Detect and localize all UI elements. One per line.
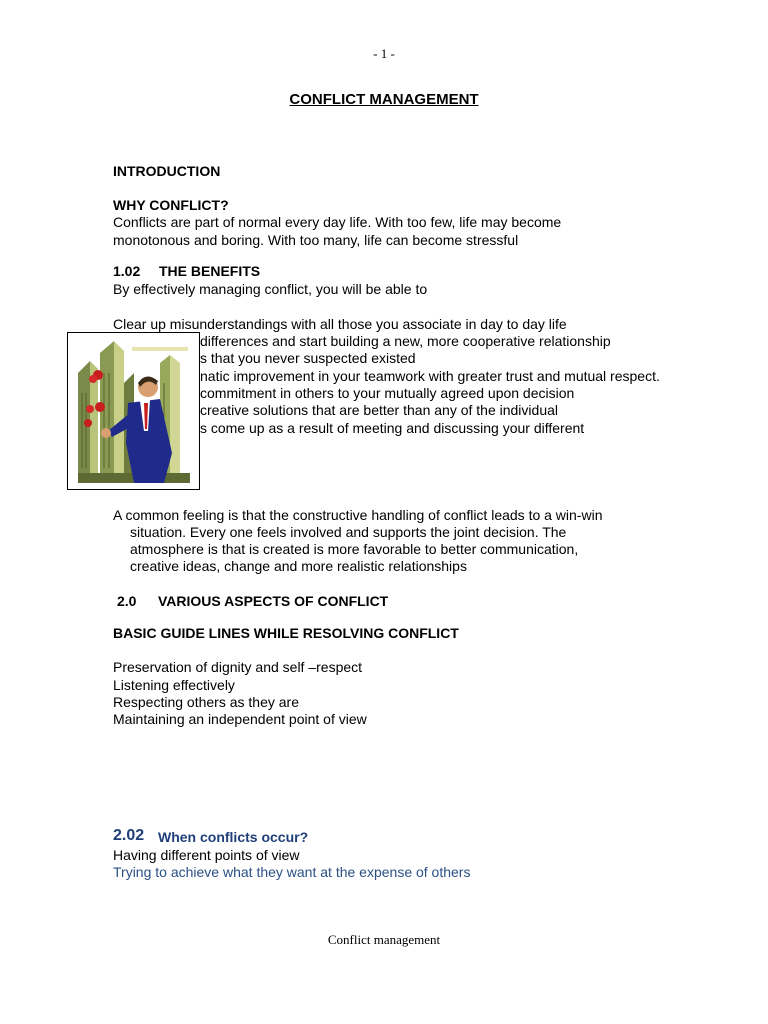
why-conflict-heading: WHY CONFLICT?: [113, 197, 229, 213]
aspects-number: 2.0: [117, 593, 137, 609]
when-number: 2.02: [113, 827, 145, 844]
benefit-line: natic improvement in your teamwork with greater trust and mutual respect.: [200, 368, 660, 384]
guideline-item: Listening effectively: [113, 677, 235, 693]
benefit-line: differences and start building a new, more cooperative relationship: [200, 333, 611, 349]
when-line-link: Trying to achieve what they want at the expense of others: [113, 864, 471, 880]
why-conflict-line: monotonous and boring. With too many, life can become stressful: [113, 232, 519, 248]
common-feeling-line: situation. Every one feels involved and supports the joint decision. The: [130, 524, 567, 540]
guidelines-heading: BASIC GUIDE LINES WHILE RESOLVING CONFLICT: [113, 625, 459, 641]
benefit-line: commitment in others to your mutually agreed upon decision: [200, 385, 575, 401]
guideline-item: Preservation of dignity and self –respect: [113, 659, 363, 675]
benefits-heading: THE BENEFITS: [159, 263, 261, 279]
common-feeling-line: creative ideas, change and more realistic relationships: [130, 558, 467, 574]
aspects-heading: VARIOUS ASPECTS OF CONFLICT: [158, 593, 389, 609]
when-heading: When conflicts occur?: [158, 829, 309, 845]
document-title: CONFLICT MANAGEMENT: [289, 91, 479, 108]
introduction-heading: INTRODUCTION: [113, 163, 221, 179]
businessman-juggling-image: [67, 332, 200, 490]
benefits-intro: By effectively managing conflict, you will be able to: [113, 281, 428, 297]
why-conflict-line: Conflicts are part of normal every day life. With too few, life may become: [113, 214, 562, 230]
businessman-juggling-icon: [68, 333, 199, 489]
common-feeling-line: A common feeling is that the constructive handling of conflict leads to a win-win: [113, 507, 603, 523]
benefit-line: s that you never suspected existed: [200, 350, 416, 366]
common-feeling-line: atmosphere is that is created is more favorable to better communication,: [130, 541, 579, 557]
footer-text: Conflict management: [327, 932, 441, 947]
guideline-item: Respecting others as they are: [113, 694, 299, 710]
benefits-number: 1.02: [113, 263, 141, 279]
when-line: Having different points of view: [113, 847, 300, 863]
guideline-item: Maintaining an independent point of view: [113, 711, 367, 727]
page-number: - 1 -: [373, 46, 395, 61]
benefit-line: s come up as a result of meeting and discussing your different: [200, 420, 585, 436]
benefit-line: Clear up misunderstandings with all those you associate in day to day life: [113, 316, 567, 332]
benefit-line: creative solutions that are better than any of the individual: [200, 402, 558, 418]
